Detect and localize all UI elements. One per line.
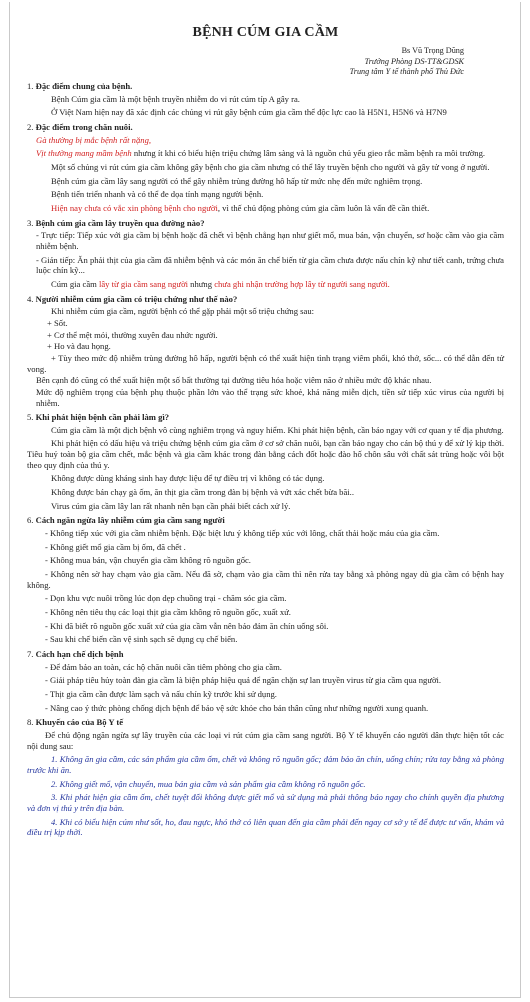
section-8-item-1: 1. Không ăn gia cầm, các sản phẩm gia cầm ốm, chết và không rõ nguồn gốc; đảm bảo ăn chín, uống chín; rửa tay bằng xà phòng trước khi ăn. bbox=[27, 754, 504, 775]
section-4-p2: Bên cạnh đó cũng có thể xuất hiện một số bất thường tại đường tiêu hóa hoặc viêm não ở nhiều mức độ khác nhau. bbox=[36, 375, 432, 386]
section-6-item-7: - Khi đã biết rõ nguồn gốc xuất xứ của gia cầm vẫn nên bảo đảm ăn chín uống sôi. bbox=[45, 620, 329, 631]
section-8 bbox=[27, 717, 504, 838]
section-4-title: Người nhiễm cúm gia cầm có triệu chứng như thế nào? bbox=[35, 293, 238, 304]
section-2 bbox=[27, 122, 504, 214]
section-6-item-8: - Sau khi chế biến cần vệ sinh sạch sẽ dụng cụ chế biến. bbox=[45, 634, 238, 645]
author-position: Trưởng Phòng DS-TT&GDSK bbox=[364, 56, 464, 66]
section-6 bbox=[27, 515, 504, 645]
section-7-item-3: - Thịt gia cầm cần được làm sạch và nấu chín kỹ trước khi sử dụng. bbox=[45, 688, 277, 699]
section-2-p2 bbox=[27, 148, 504, 159]
author-block bbox=[27, 46, 464, 77]
section-4-p1: Khi nhiễm cúm gia cầm, người bệnh có thể gặp phải một số triệu chứng sau: bbox=[51, 306, 315, 317]
section-1-number: 1. bbox=[27, 81, 34, 92]
section-1-p1: Bệnh Cúm gia cầm là một bệnh truyền nhiễm do vi rút cúm típ A gây ra. bbox=[51, 93, 300, 104]
section-6-item-6: - Không nên tiêu thụ các loại thịt gia cầm không rõ nguồn gốc, xuất xứ. bbox=[45, 607, 291, 618]
section-2-p4: Bệnh cúm gia cầm lây sang người có thể gây nhiễm trùng đường hô hấp từ mức nhẹ đến mức nghiêm trọng. bbox=[51, 175, 423, 186]
section-2-heading bbox=[27, 122, 504, 133]
section-4-bullet-4: + Tùy theo mức độ nhiễm trùng đường hô hấp, người bệnh có thể xuất hiện tình trạng viêm phổi, khó thở, sốc... có thể dẫn đến tử vong. bbox=[27, 352, 504, 374]
section-6-item-2: - Không giết mổ gia cầm bị ốm, đã chết . bbox=[45, 541, 186, 552]
section-6-title: Cách ngăn ngừa lây nhiễm cúm gia cầm sang người bbox=[35, 515, 225, 526]
section-2-p6-text: , vì thế chủ động phòng cúm gia cầm luôn là vấn đề cần thiết. bbox=[217, 203, 430, 214]
author-org: Trung tâm Y tế thành phố Thủ Đức bbox=[349, 66, 464, 76]
section-6-item-5: - Dọn khu vực nuôi trồng lúc dọn dẹp chuồng trại - chăm sóc gia cầm. bbox=[45, 593, 287, 604]
section-2-p5: Bệnh tiến triển nhanh và có thể đe dọa tính mạng người bệnh. bbox=[51, 189, 264, 200]
section-6-item-1: - Không tiếp xúc với gia cầm nhiễm bệnh. Đặc biệt lưu ý không tiếp xúc với lông, chất thải hoặc máu của gia cầm. bbox=[45, 528, 440, 539]
section-8-number: 8. bbox=[27, 717, 34, 728]
section-6-heading bbox=[27, 515, 504, 526]
section-3-heading bbox=[27, 218, 504, 229]
section-7 bbox=[27, 649, 504, 713]
section-5-title: Khi phát hiện bệnh cần phải làm gì? bbox=[35, 412, 170, 423]
section-2-p6 bbox=[27, 203, 504, 214]
section-4-bullet-1: + Sốt. bbox=[47, 317, 68, 328]
section-8-heading bbox=[27, 717, 504, 728]
section-3-p2: - Gián tiếp: Ăn phải thịt của gia cầm đã nhiễm bệnh và các món ăn chế biến từ gia cầm chưa được nấu chín kỹ như tiết canh, trứng chưa luộc chín kỹ... bbox=[36, 254, 504, 276]
section-7-title: Cách hạn chế dịch bệnh bbox=[35, 648, 124, 659]
section-7-heading bbox=[27, 649, 504, 660]
section-2-p2-text: nhưng ít khi có biểu hiện triệu chứng lâm sàng và là nguồn chủ yếu gieo rắc mầm bệnh ra môi trường. bbox=[131, 148, 486, 159]
author-name: Bs Vũ Trọng Dũng bbox=[401, 46, 464, 56]
section-1-heading bbox=[27, 81, 504, 92]
section-4-bullet-2: + Cơ thể mệt mỏi, thường xuyên đau nhức người. bbox=[47, 329, 218, 340]
section-2-p6-highlight: Hiện nay chưa có vắc xin phòng bệnh cho người bbox=[51, 203, 218, 214]
section-8-intro: Để chủ động ngăn ngừa sự lây truyền của các loại vi rút cúm gia cầm sang người. Bộ Y tế khuyến cáo người dân thực hiện tốt các nội dung sau: bbox=[27, 729, 504, 751]
section-6-number: 6. bbox=[27, 515, 34, 526]
section-5 bbox=[27, 412, 504, 511]
section-4 bbox=[27, 294, 504, 409]
section-5-p3: Không được dùng kháng sinh hay được liệu để tự điều trị vì không có tác dụng. bbox=[51, 473, 325, 484]
document-page bbox=[9, 2, 521, 998]
section-2-p2-highlight: Vịt thường mang mầm bệnh bbox=[36, 148, 132, 159]
section-5-number: 5. bbox=[27, 412, 34, 423]
section-3-p3 bbox=[27, 279, 504, 290]
section-2-p1: Gà thường bị mắc bệnh rất nặng, bbox=[36, 134, 152, 145]
section-3-p3-a: Cúm gia cầm bbox=[51, 278, 99, 289]
section-4-p3: Mức độ nghiêm trọng của bệnh phụ thuộc phần lớn vào thể trạng sức khoẻ, khả năng miễn dịch, tiền sử tiếp xúc virus của người bị nhiễm. bbox=[36, 386, 504, 408]
section-8-item-2: 2. Không giết mổ, vận chuyển, mua bán gia cầm và sản phẩm gia cầm không rõ nguồn gốc. bbox=[51, 778, 366, 789]
section-3-p3-highlight-1: lây từ gia cầm sang người bbox=[98, 278, 189, 289]
section-7-item-4: - Nâng cao ý thức phòng chống dịch bệnh để bảo vệ sức khỏe cho bản thân cũng như những người xung quanh. bbox=[45, 702, 429, 713]
section-5-p1: Cúm gia cầm là một dịch bệnh vô cùng nghiêm trọng và nguy hiểm. Khi phát hiện bệnh, cần báo ngay với cơ quan y tế địa phương. bbox=[51, 424, 504, 435]
section-3-number: 3. bbox=[27, 217, 34, 228]
section-3-p3-b: nhưng bbox=[188, 278, 215, 289]
section-2-number: 2. bbox=[27, 122, 34, 133]
section-1 bbox=[27, 81, 504, 118]
section-8-title: Khuyến cáo của Bộ Y tế bbox=[35, 717, 124, 728]
section-1-title: Đặc điểm chung của bệnh. bbox=[35, 81, 133, 92]
document-title: BỆNH CÚM GIA CẦM bbox=[192, 25, 339, 40]
section-8-item-4: 4. Khi có biểu hiện cúm như sốt, ho, đau ngực, khó thở có liên quan đến gia cầm phải đến ngay cơ sở y tế để được tư vấn, khám và điều trị kịp thời. bbox=[27, 816, 504, 838]
section-5-heading bbox=[27, 412, 504, 423]
section-4-number: 4. bbox=[27, 293, 34, 304]
section-5-p5: Virus cúm gia cầm lây lan rất nhanh nên bạn cần phải biết cách xử lý. bbox=[51, 500, 291, 511]
section-8-item-3: 3. Khi phát hiện gia cầm ốm, chết tuyệt đối không được giết mổ và sử dụng mà phải thông báo ngay cho chính quyền địa phương và đơn vị thú y trên địa bàn. bbox=[27, 792, 504, 813]
section-1-p2: Ở Việt Nam hiện nay đã xác định các chủng vi rút gây bệnh cúm gia cầm thể độc lực cao là H5N1, H5N6 và H7N9 bbox=[51, 107, 447, 118]
section-2-p3: Một số chủng vi rút cúm gia cầm không gây bệnh cho gia cầm nhưng có thể lây truyền bệnh cho người và gây tử vong ở người. bbox=[51, 162, 490, 173]
section-6-item-4: - Không nên sờ hay chạm vào gia cầm. Nếu đã sờ, chạm vào gia cầm thì nên rửa tay bằng xà phòng ngay dù gia cầm có bệnh hay không. bbox=[27, 569, 504, 590]
section-3-title: Bệnh cúm gia cầm lây truyền qua đường nào? bbox=[35, 217, 205, 228]
section-7-item-1: - Để đảm bảo an toàn, các hộ chăn nuôi cần tiêm phòng cho gia cầm. bbox=[45, 661, 282, 672]
section-5-p4: Không được bán chạy gà ốm, ăn thịt gia cầm trong đàn bị bệnh và vứt xác chết bừa bãi.. bbox=[51, 487, 354, 498]
section-3 bbox=[27, 218, 504, 290]
section-2-title: Đặc điểm trong chăn nuôi. bbox=[35, 122, 133, 133]
section-3-p3-highlight-2: chưa ghi nhận trường hợp lây từ người sang người. bbox=[214, 278, 390, 289]
section-4-bullet-3: + Ho và đau họng. bbox=[47, 341, 111, 352]
section-5-p2: Khi phát hiện có dấu hiệu và triệu chứng bệnh cúm gia cầm ở cơ sở chăn nuôi, bạn cần báo ngay cho cán bộ thú y để xử lý kịp thời. Tiêu huỷ toàn bộ gia cầm chết, mắc bệnh và gia cầm khác trong đàn bằng cách đốt hoặc đào hố chôn sâu với chất sát trùng hoặc vôi bột theo quy định của thú y. bbox=[27, 438, 504, 470]
section-7-number: 7. bbox=[27, 648, 34, 659]
section-4-heading bbox=[27, 294, 504, 305]
section-7-item-2: - Giải pháp tiêu hủy toàn đàn gia cầm là biện pháp hiệu quả để ngăn chặn sự lan truyền virus từ gia cầm qua người. bbox=[45, 675, 442, 686]
section-6-item-3: - Không mua bán, vận chuyển gia cầm không rõ nguồn gốc. bbox=[45, 555, 251, 566]
section-3-p1: - Trực tiếp: Tiếp xúc với gia cầm bị bệnh hoặc đã chết vì bệnh chẳng hạn như giết mổ, mua bán, vận chuyển, sơ hoặc cầm vào gia cầm nhiễm bệnh. bbox=[36, 230, 504, 251]
